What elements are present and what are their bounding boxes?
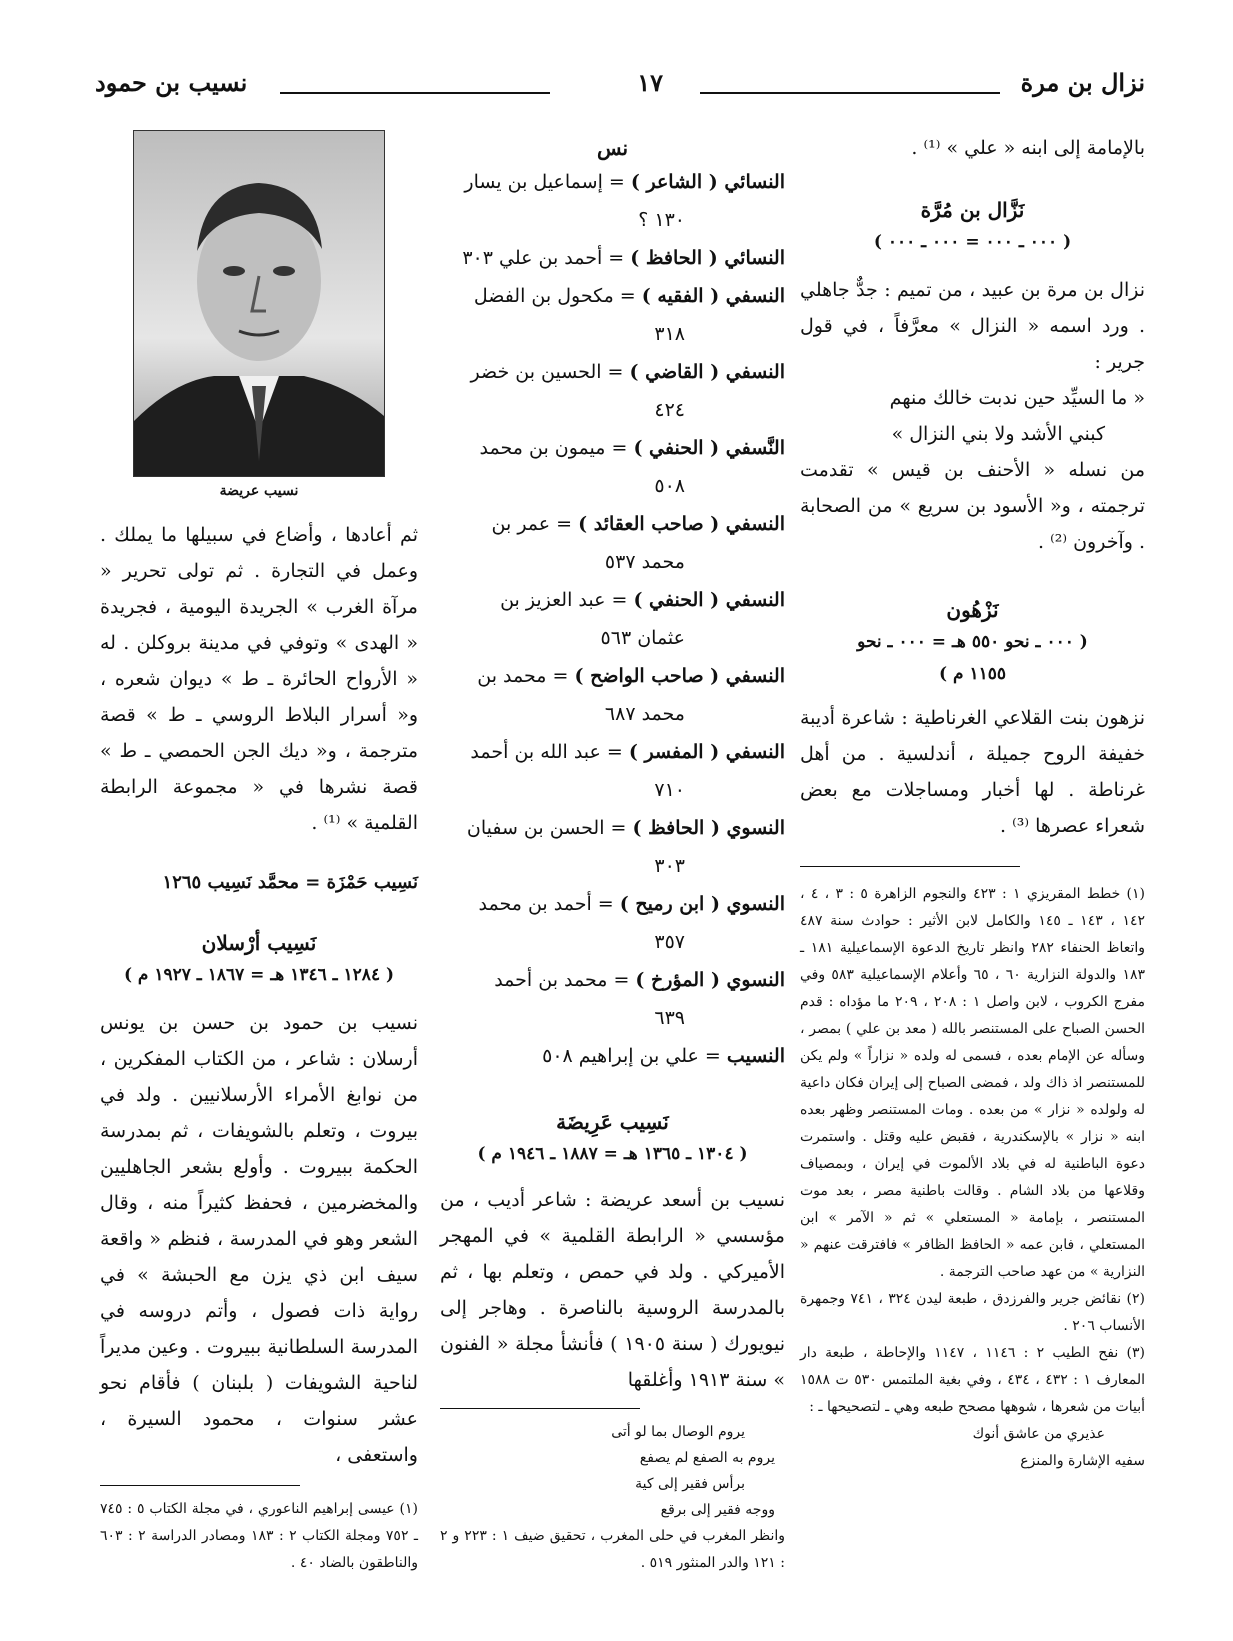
section-heading: نس <box>596 136 629 160</box>
entry-text-arslan: نسيب بن حمود بن حسن بن يونس أرسلان : شاعر ، من الكتاب المفكرين ، من نوابغ الأمراء الأرسلانيين . ولد في بيروت ، وتعلم بالشويفات ، ثم بمدرسة الحكمة ببيروت . وأولع بشعر الجاهليين والمخضرمين ، فحفظ كثيراً منه ، وقال الشعر وهو في المدرسة ، فنظم « واقعة سيف ابن ذي يزن مع الحبشة » في رواية ذات فصول ، وأتم دروسه في المدرسة السلطانية ببيروت . وعين مديراً لناحية الشويفات ( بلبنان ) فأقام نحو عشر سنوات ، محمود السيرة ، واستعفى ، <box>100 1012 418 1466</box>
entry-number: ١٣٠ ؟ <box>638 209 685 231</box>
cross-reference-entry <box>440 810 785 846</box>
entry-name: النسفي ( الفقيه ) <box>641 285 785 307</box>
entry-name: النسوي ( المؤرخ ) <box>635 969 785 991</box>
cross-reference-entry <box>440 886 785 922</box>
entry-reference: = ميمون بن محمد <box>479 437 628 459</box>
verse-line: يروم به الصفع لم يصفع <box>639 1450 775 1466</box>
footnote-verse: سفيه الإشارة والمنزع <box>1020 1453 1145 1469</box>
entry-number: ٣١٨ <box>654 323 685 345</box>
entry-name: النسائي ( الحافظ ) <box>630 247 785 269</box>
cross-reference-entry <box>440 962 785 998</box>
entry-text-nazzal-2: من نسله « الأحنف بن قيس » تقدمت ترجمته ، و« الأسود بن سريع » من الصحابة . وآخرون ⁽²⁾ . <box>800 459 1145 553</box>
photo-caption: نسيب عريضة <box>219 483 299 499</box>
verse-line: برأس فقير إلى كية <box>635 1476 745 1492</box>
entry-reference: = عبد العزيز بن <box>500 589 628 611</box>
column-left <box>100 130 418 1577</box>
entry-name: النسفي ( صاحب الواضح ) <box>574 665 785 687</box>
entry-name: النسائي ( الشاعر ) <box>630 171 785 193</box>
cross-reference-hamza: نَسِيب حَمْزَة = محمَّد نَسِيب ١٢٦٥ <box>162 872 418 893</box>
footnote-1: (١) عيسى إبراهيم الناعوري ، في مجلة الكتاب ٥ : ٧٤٥ ـ ٧٥٢ ومجلة الكتاب ٢ : ١٨٣ ومصادر الدراسة ٢ : ٦٠٣ والناطقون بالضاد ٤٠ . <box>100 1501 418 1571</box>
header-left-title: نسيب بن حمود <box>95 68 248 97</box>
entry-number: ٤٢٤ <box>654 399 685 421</box>
entry-name: النسيب <box>726 1045 785 1067</box>
entry-reference: = الحسن بن سفيان <box>466 817 627 839</box>
entry-number: محمد ٥٣٧ <box>604 551 685 573</box>
entry-dates-arslan: ( ١٢٨٤ ـ ١٣٤٦ هـ = ١٨٦٧ ـ ١٩٢٧ م ) <box>123 965 395 985</box>
entry-dates-nazzal: ( ٠٠٠ ـ ٠٠٠ = ٠٠٠ ـ ٠٠٠ ) <box>873 232 1072 252</box>
verse-line: « ما السيِّد حين ندبت خالك منهم <box>889 387 1145 409</box>
footnote-1: (١) خطط المقريزي ١ : ٤٢٣ والنجوم الزاهرة ٥ : ٣ ، ٤ ، ١٤٢ ، ١٤٣ ـ ١٤٥ والكامل لابن الأثير : حوادث سنة ٤٨٧ واتعاظ الحنفاء ٢٨٢ وانظر تاريخ الدعوة الإسماعيلية ١٨١ ـ ١٨٣ والدولة النزارية ٦٠ ، ٦٥ وأعلام الإسماعيلية ٥٨٣ وفي مفرج الكروب ، لابن واصل ١ : ٢٠٨ ، ٢٠٩ ما مؤداه : قدم الحسن الصباح على المستنصر بالله ( معد بن علي ) بمصر ، وسأله عن الإمام بعده ، فسمى له ولده « نزاراً » ولم يكن للمستنصر اذ ذاك ولد ، فمضى الصباح إلى إيران فكان داعية له ولولده « نزار » من بعده . ومات المستنصر وظهر بعده ابنه « نزار » بالإسكندرية ، فقبض عليه وقتل . واستمرت دعوة الباطنية له في بلاد الألموت في إيران ، وبمصياف وقلاعها من بلاد الشام . وقالت باطنية مصر ، بعد موت المستنصر ، بإمامة « المستعلي » ثم « الآمر » ابن المستعلي ، فابن عمه « الحافظ الظافر » فافترقت عنهم « النزارية » من عهد صاحب الترجمة . <box>800 886 1146 1280</box>
entry-reference: = عبد الله بن أحمد <box>470 741 623 763</box>
entry-text-nazzal: نزال بن مرة بن عبيد ، من تميم : جدٌّ جاهلي . ورد اسمه « النزال » معرَّفاً ، في قول جرير : <box>800 279 1145 373</box>
cross-reference-entry <box>440 658 785 694</box>
entry-title-ariza: نَسِيب عَرِيضَة <box>556 1110 669 1134</box>
entry-text-ariza: نسيب بن أسعد عريضة : شاعر أديب ، من مؤسسي « الرابطة القلمية » في المهجر الأميركي . ولد في حمص ، وتعلم بها ، ثم بالمدرسة الروسية بالناصرة . وهاجر إلى نيويورك ( سنة ١٩٠٥ ) فأنشأ مجلة « الفنون » سنة ١٩١٣ وأغلقها <box>440 1189 786 1391</box>
entry-reference: = عمر بن <box>491 513 573 535</box>
portrait-photo <box>133 130 385 477</box>
entry-title-arslan: نَسِيب أرْسلان <box>201 931 317 955</box>
cross-reference-entry <box>440 164 785 200</box>
entry-dates-nazhun-2: ١١٥٥ م ) <box>939 664 1006 684</box>
entry-reference: = إسماعيل بن يسار <box>464 171 625 193</box>
footnote-separator <box>800 866 1020 867</box>
entry-name: النسوي ( الحافظ ) <box>632 817 785 839</box>
footnote-2: (٢) نقائض جرير والفرزدق ، طبعة ليدن ٣٢٤ ، ٧٤١ وجمهرة الأنساب ٢٠٦ . <box>800 1291 1145 1334</box>
entry-reference: = الحسين بن خضر <box>470 361 624 383</box>
entry-reference: = محمد بن <box>477 665 569 687</box>
entry-number: ٣٠٣ <box>654 855 685 877</box>
footnote-verse: عذيري من عاشق أنوك <box>972 1426 1105 1442</box>
verse-line: كبني الأشد ولا بني النزال » <box>891 423 1105 445</box>
header-rule-right <box>700 92 1000 94</box>
column-middle <box>440 128 785 1577</box>
entry-name: النسوي ( ابن رميح ) <box>619 893 785 915</box>
entry-text-ariza-cont: ثم أعادها ، وأضاع في سبيلها ما يملك . وعمل في التجارة . ثم تولى تحرير « مرآة الغرب » الجريدة اليومية ، فجريدة « الهدى » وتوفي في مدينة بروكلن . له « الأرواح الحائرة ـ ط » ديوان شعره ، و« أسرار البلاط الروسي ـ ط » قصة مترجمة ، و« ديك الجن الحمصي ـ ط » قصة نشرها في « مجموعة الرابطة القلمية » ⁽¹⁾ . <box>100 524 418 834</box>
entry-number: ٦٣٩ <box>654 1007 685 1029</box>
entry-title-nazhun: نَزْهُون <box>946 598 999 622</box>
cross-reference-entry <box>440 354 785 390</box>
entry-number: عثمان ٥٦٣ <box>600 627 685 649</box>
entry-name: النسفي ( القاضي ) <box>629 361 785 383</box>
cross-reference-entry <box>440 278 785 314</box>
cross-reference-list <box>440 164 785 1074</box>
entry-dates-ariza: ( ١٣٠٤ ـ ١٣٦٥ هـ = ١٨٨٧ ـ ١٩٤٦ م ) <box>477 1144 748 1164</box>
entry-name: النَّسفي ( الحنفي ) <box>633 437 785 459</box>
entry-name: النسفي ( الحنفي ) <box>633 589 785 611</box>
header-rule-left <box>280 92 550 94</box>
verse-line: ووجه فقير إلى برقع <box>660 1502 775 1518</box>
footnote-3: (٣) نفح الطيب ٢ : ١١٤٦ ، ١١٤٧ والإحاطة ، طبعة دار المعارف ١ : ٤٣٢ ، ٤٣٤ ، وفي بغية الملتمس ٥٣٠ ت ١٥٨٨ أبيات من شعرها ، شوهها مصحح طبعه وهي ـ لتصحيحها ـ : <box>800 1345 1145 1415</box>
entry-title-nazzal: نَزَّال بن مُرَّة <box>920 198 1025 222</box>
entry-reference: = علي بن إبراهيم ٥٠٨ <box>542 1045 721 1067</box>
entry-reference: = أحمد بن علي ٣٠٣ <box>462 247 625 269</box>
entry-name: النسفي ( المفسر ) <box>628 741 785 763</box>
cross-reference-entry <box>440 430 785 466</box>
entry-number: ٣٥٧ <box>654 931 685 953</box>
page-header <box>95 68 1145 112</box>
entry-dates-nazhun: ( ٠٠٠ ـ نحو ٥٥٠ هـ = ٠٠٠ ـ نحو <box>857 632 1088 652</box>
entry-reference: = محمد بن أحمد <box>494 969 630 991</box>
cross-reference-entry <box>440 506 785 542</box>
page-number: ١٧ <box>637 68 663 97</box>
entry-reference: = مكحول بن الفضل <box>473 285 636 307</box>
cross-reference-entry <box>440 240 785 276</box>
footnote-continuation: وانظر المغرب في حلى المغرب ، تحقيق ضيف ١ : ٢٢٣ و ٢ : ١٢١ والدر المنثور ٥١٩ . <box>440 1528 786 1571</box>
header-right-title: نزال بن مرة <box>1020 68 1145 97</box>
entry-number: ٥٠٨ <box>654 475 685 497</box>
cross-reference-entry <box>440 1038 785 1074</box>
entry-number: ٧١٠ <box>654 779 685 801</box>
entry-reference: = أحمد بن محمد <box>478 893 614 915</box>
entry-name: النسفي ( صاحب العقائد ) <box>578 513 785 535</box>
intro-text: بالإمامة إلى ابنه « علي » ⁽¹⁾ . <box>911 137 1145 159</box>
verse-line: يروم الوصال بما لو أتى <box>611 1424 745 1440</box>
entry-text-nazhun: نزهون بنت القلاعي الغرناطية : شاعرة أديبة خفيفة الروح جميلة ، أندلسية . من أهل غرناطة . لها أخبار ومساجلات مع بعض شعراء عصرها ⁽³⁾ . <box>800 707 1145 837</box>
cross-reference-entry <box>440 734 785 770</box>
cross-reference-entry <box>440 582 785 618</box>
entry-number: محمد ٦٨٧ <box>604 703 685 725</box>
column-right <box>800 130 1145 1475</box>
